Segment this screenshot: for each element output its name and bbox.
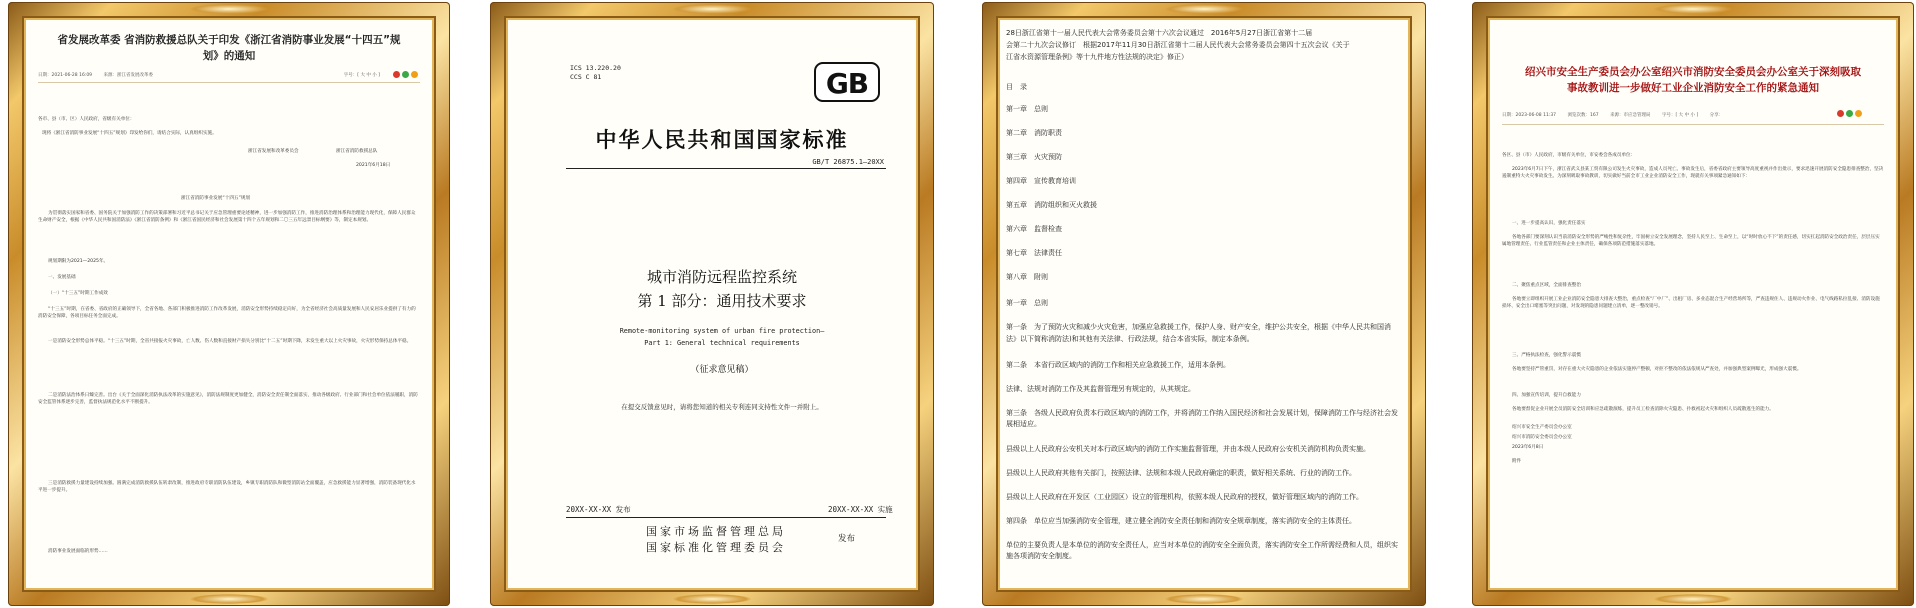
standard-subtitle-en: Part 1: General technical requirements	[644, 339, 800, 347]
wechat-icon[interactable]	[1846, 110, 1853, 117]
doc4-attachment-link[interactable]: 附件	[1512, 459, 1522, 464]
doc4-share-icons	[1837, 110, 1862, 117]
doc1-divider	[38, 82, 420, 83]
document-frame-4	[1472, 2, 1914, 606]
doc4-date: 日期：2023-06-08 11:37	[1502, 113, 1557, 118]
doc1-subheading: （一）“十三五”时期工作成效	[48, 291, 108, 296]
document-frame-2	[490, 2, 934, 606]
doc4-title: 绍兴市安全生产委员会办公室绍兴市消防安全委员会办公室关于深刻吸取事故教训进一步做好工业企业消防安全工作的紧急通知	[1525, 66, 1861, 94]
qzone-icon[interactable]	[411, 71, 418, 78]
toc-title: 目 录	[1006, 83, 1027, 91]
toc-item[interactable]: 第二章 消防职责	[1006, 129, 1062, 137]
doc4-paragraph: 各地各部门要深刻认识当前消防安全形势的严峻性和复杂性，牢固树立安全发展理念，坚持人民至上、生命至上，以“时时放心不下”的责任感，切实扛起消防安全政治责任，层层压实属地管理责任、行业监管责任和企业主体责任，确保各项防范措施落实落地。	[1502, 235, 1880, 247]
document-page-3	[1000, 20, 1408, 588]
doc4-paragraph: 各地要坚持严管重罚，对存在重大火灾隐患的企业依法实施停产整顿，对拒不整改的依法依规从严查处，并加强典型案例曝光，形成强大震慑。	[1512, 367, 1802, 372]
document-page-1	[26, 20, 432, 588]
ccs-number: CCS C 81	[570, 73, 602, 81]
doc4-source: 来源：市应急管理局	[1610, 113, 1651, 118]
standard-number: GB/T 26875.1—20XX	[812, 158, 884, 166]
article-text: 第一条 为了预防火灾和减少火灾危害，加强应急救援工作，保护人身、财产安全，维护公共安全，根据《中华人民共和国消	[1006, 323, 1391, 331]
doc1-source: 来源：浙江省发展改革委	[103, 73, 153, 78]
doc1-paragraph: “十三五”时期，在省委、省政府的正确领导下，全省各地、各部门积极推进消防工作改革发展，消防安全形势持续稳定向好，为全省经济社会高质量发展和人民安居乐业提供了有力的消防安全保障，各项目标任务全面完成。	[38, 307, 416, 319]
doc4-addressee: 各区、县（市）人民政府，市级有关单位，市安委会各成员单位：	[1502, 153, 1636, 158]
ics-number: ICS 13.220.20	[570, 64, 621, 72]
toc-item[interactable]: 第三章 火灾预防	[1006, 153, 1062, 161]
article-text: 第二条 本省行政区域内的消防工作和相关应急救援工作，适用本条例。	[1006, 361, 1230, 369]
doc4-date-sign: 2023年6月8日	[1512, 445, 1544, 450]
article-text: 县级以上人民政府公安机关对本行政区域内的消防工作实施监督管理，并由本级人民政府公安机关消防机构负责实施。	[1006, 445, 1370, 453]
doc4-sign-1: 绍兴市安全生产委员会办公室	[1512, 425, 1572, 430]
doc1-plan-title: 浙江省消防事业发展“十四五”规划	[181, 196, 251, 201]
doc1-paragraph: 一是消防安全形势总体平稳。“十三五”时期，全省共接报火灾事故，亡人数、伤人数和直接财产损失分别比“十二五”时期下降，未发生重大以上火灾事故，火灾形势保持总体平稳。	[48, 339, 412, 344]
doc1-heading: 一、发展基础	[48, 275, 76, 280]
doc1-date: 日期：2021-06-28 16:09	[38, 73, 93, 78]
doc4-share-label: 分享：	[1709, 113, 1724, 118]
doc1-addressee: 各市、县（市、区）人民政府，省级有关单位：	[38, 117, 135, 122]
doc1-date-sign: 2021年6月18日	[356, 163, 391, 168]
regulation-header-line: 28日浙江省第十一届人民代表大会常务委员会第十六次会议通过 2016年5月27日浙江省第十二届	[1006, 29, 1313, 37]
document-page-2	[508, 20, 916, 588]
issuer-sac: 国家标准化管理委员会	[646, 541, 786, 554]
doc4-heading: 四、加强宣传培训，提升自救能力	[1512, 393, 1581, 398]
doc4-paragraph: 2023年6月7日下午，浙江省武义县某工贸有限公司发生火灾事故，造成人员死亡。事故发生后，省委省政府主要领导高度重视并作出批示，要求迅速开展消防安全隐患排查整治，坚决遏制重特大火灾事故发生。为深刻吸取事故教训，切实做好当前全市工业企业消防安全工作，现就有关事项紧急通知如下：	[1502, 167, 1884, 179]
doc1-font-size[interactable]: 字号：[ 大 中 小 ]	[343, 73, 380, 78]
draft-label: （征求意见稿）	[690, 365, 754, 375]
doc1-paragraph: 为贯彻落实国家和省委、国务院关于加强消防工作的决策部署和习近平总书记关于应急管理重要论述精神，进一步加强消防工作，推进消防治理体系和治理能力现代化，保障人民群众生命财产安全，根据《中华人民共和国消防法》《浙江省消防条例》和《浙江省国民经济和社会发展第十四个五年规划和二〇三五年远景目标纲要》等，制定本规划。	[38, 211, 416, 223]
doc1-meta	[38, 72, 420, 78]
doc1-paragraph: 规划期限为2021—2025年。	[48, 259, 109, 264]
toc-item[interactable]: 第六章 监督检查	[1006, 225, 1062, 233]
doc1-paragraph: 三是消防救援力量建设持续加强。圆满完成消防救援队伍转隶改制，推进政府专职消防队伍建设，乡镇专职消防队和微型消防站全面覆盖，应急救援能力显著增强，消防装备现代化水平进一步提升。	[38, 481, 416, 493]
doc4-paragraph: 各地要督促企业开展全员消防安全培训和应急疏散演练，提升员工检查消除火灾隐患、扑救初起火灾和组织人员疏散逃生的能力。	[1512, 407, 1774, 412]
doc4-paragraph: 各地要立即组织开展工业企业消防安全隐患大排查大整治，重点检查“厂中厂”、出租厂房、多业态混合生产经营场所等，严查违规住人、违规动火作业、电气线路私拉乱接、消防设施损坏、安全出口堵塞等突出问题，对发现的隐患问题建立清单，逐一整改销号。	[1502, 297, 1880, 309]
article-text: 法》以下简称消防法)和其他有关法律、行政法规，结合本省实际，制定本条例。	[1006, 335, 1254, 343]
gb-logo-icon	[814, 62, 880, 102]
implementation-date: 20XX-XX-XX 实施	[828, 505, 893, 514]
article-text: 县级以上人民政府其他有关部门，按照法律、法规和本级人民政府确定的职责，做好相关系统、行业的消防工作。	[1006, 469, 1356, 477]
doc4-heading: 三、严格执法检查，强化警示震慑	[1512, 353, 1581, 358]
standard-title-en: Remote-monitoring system of urban fire protection—	[619, 327, 825, 335]
weibo-icon[interactable]	[1837, 110, 1844, 117]
regulation-header-line: 江省水资源管理条例》等十九件地方性法规的决定》修正）	[1006, 53, 1188, 61]
doc4-meta	[1502, 112, 1884, 118]
publish-label: 发布	[838, 534, 856, 544]
doc1-sign-2: 浙江省消防救援总队	[336, 149, 378, 154]
doc4-sign-2: 绍兴市消防安全委员会办公室	[1512, 435, 1572, 440]
doc4-views: 浏览次数：167	[1567, 113, 1599, 118]
ics-code	[570, 64, 621, 82]
doc1-lead: 现将《浙江省消防事业发展“十四五”规划》印发给你们，请结合实际，认真组织实施。	[42, 131, 217, 136]
qzone-icon[interactable]	[1855, 110, 1862, 117]
doc1-sign-1: 浙江省发展和改革委员会	[248, 149, 299, 154]
wechat-icon[interactable]	[402, 71, 409, 78]
doc4-heading: 二、聚焦重点区域，全面排查整治	[1512, 283, 1581, 288]
doc4-divider	[1502, 124, 1884, 125]
document-frame-1	[8, 2, 450, 606]
article-text: 单位的主要负责人是本单位的消防安全责任人，应当对本单位的消防安全全面负责，落实消防安全工作所需经费和人员，组织实施各项消防安全制度。	[1006, 541, 1398, 560]
issuer-block	[646, 524, 786, 556]
regulation-header-line: 会第二十九次会议修订 根据2017年11月30日浙江省第十二届人民代表大会常务委员会第四十五次会议《关于	[1006, 41, 1350, 49]
doc1-share-icons	[393, 71, 418, 78]
patent-notice: 在提交反馈意见时，请将您知道的相关专利连同支持性文件一并附上。	[621, 403, 823, 411]
doc4-font-size[interactable]: 字号：[ 大 中 小 ]	[1661, 113, 1699, 118]
standard-title-cn: 城市消防远程监控系统	[646, 268, 797, 286]
gb-logo-text: GB	[825, 67, 869, 100]
document-page-4	[1490, 20, 1896, 588]
standard-rule-bottom	[566, 517, 886, 518]
doc4-heading: 一、进一步提高认识，强化责任落实	[1512, 221, 1586, 226]
article-text: 县级以上人民政府在开发区（工业园区）设立的管理机构，依照本级人民政府的授权，做好管理区域内的消防工作。	[1006, 493, 1363, 501]
national-standard-heading: 中华人民共和国国家标准	[595, 127, 849, 152]
doc1-title: 省发展改革委 省消防救援总队关于印发《浙江省消防事业发展“十四五”规划》的通知	[57, 34, 401, 62]
weibo-icon[interactable]	[393, 71, 400, 78]
toc-item[interactable]: 第五章 消防组织和灭火救援	[1006, 201, 1097, 209]
article-text: 第三条 各级人民政府负责本行政区域内的消防工作，并将消防工作纳入国民经济和社会发展计划，保障消防工作与经济社会发展相适应。	[1006, 409, 1398, 428]
issuer-samr: 国家市场监督管理总局	[646, 525, 786, 538]
article-text: 第四条 单位应当加强消防安全管理，建立健全消防安全责任制和消防安全规章制度，落实消防安全的主体责任。	[1006, 517, 1356, 525]
article-text: 法律、法规对消防工作及其监督管理另有规定的，从其规定。	[1006, 385, 1195, 393]
standard-subtitle-cn: 第 1 部分：通用技术要求	[637, 292, 807, 310]
toc-item[interactable]: 第四章 宣传教育培训	[1006, 177, 1076, 185]
chapter-heading: 第一章 总则	[1006, 299, 1048, 307]
toc-item[interactable]: 第七章 法律责任	[1006, 249, 1062, 257]
toc-item[interactable]: 第八章 附则	[1006, 273, 1048, 281]
issue-date: 20XX-XX-XX 发布	[566, 505, 631, 514]
doc1-paragraph: 二是消防法治体系日臻完善。出台《关于全面深化消防执法改革的实施意见》，消防法规制度更加健全，消防安全责任制全面落实，推动各级政府、行业部门和社会单位依法履职，消防安全监管体系逐步完善，监督执法规范化水平不断提升。	[38, 393, 418, 405]
document-frame-3	[982, 2, 1426, 606]
toc-item[interactable]: 第一章 总则	[1006, 105, 1048, 113]
standard-rule-top	[566, 168, 886, 169]
doc1-tail: 消防事业发展面临的形势……	[48, 549, 108, 554]
